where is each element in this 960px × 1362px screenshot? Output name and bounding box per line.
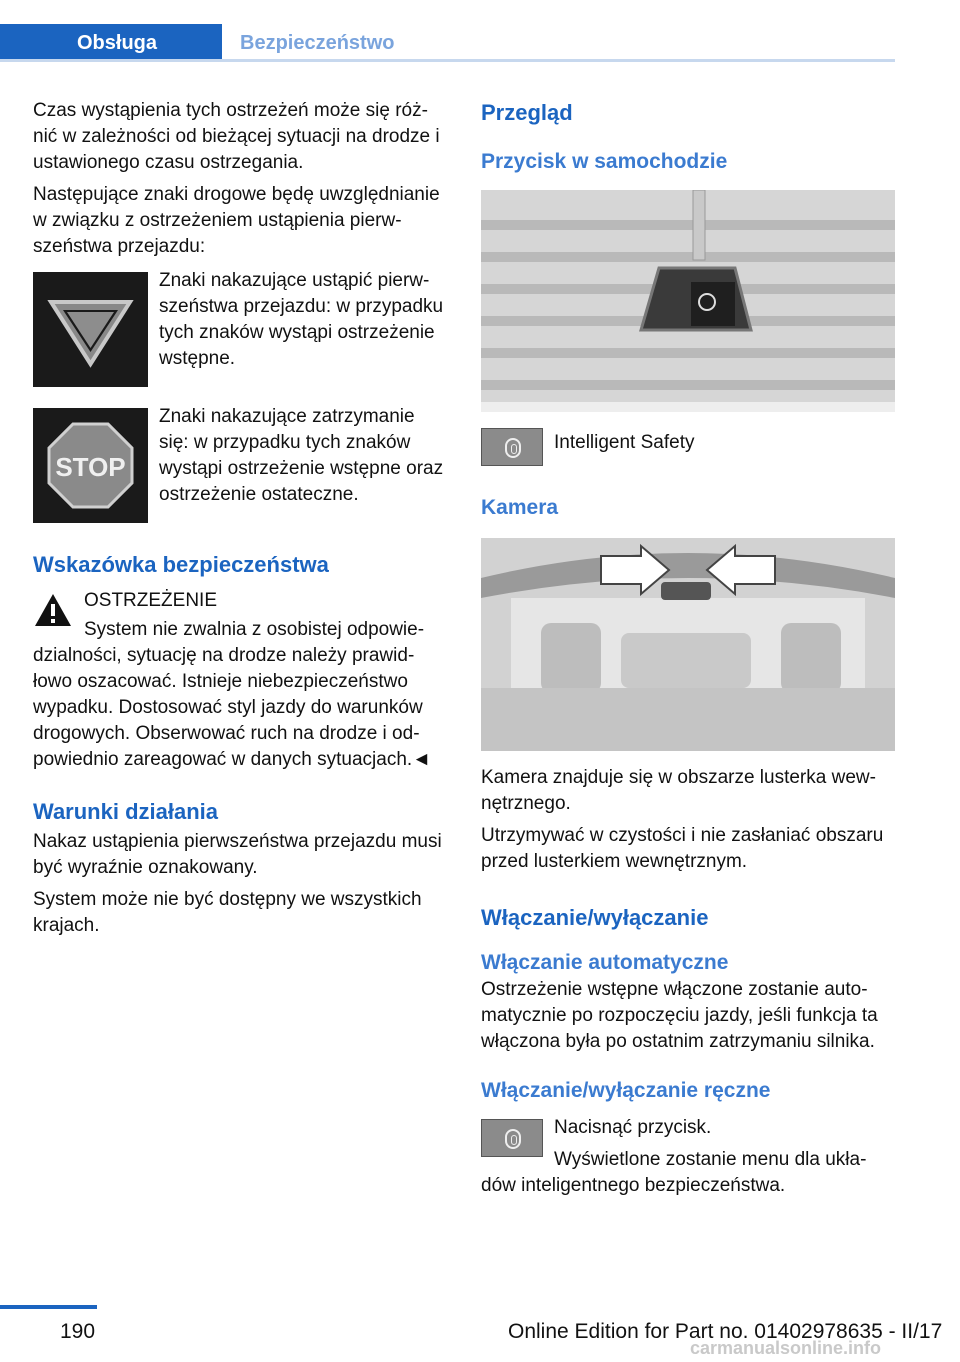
footer-accent-line <box>0 1305 97 1309</box>
safety-heading: Wskazówka bezpieczeństwa <box>33 552 329 577</box>
stop-sign-image <box>33 408 148 523</box>
paragraph-road-signs: Następujące znaki drogowe będę uwzględnianie w związku z ostrzeżeniem ustąpienia pierwszeństwa przejazdu: <box>33 184 440 257</box>
manual-paragraph-1: Nacisnąć przycisk. <box>554 1117 712 1138</box>
grill-image-wrapper <box>481 190 895 412</box>
manual-paragraph-2-rest: dów inteligentnego bezpieczeństwa. <box>481 1175 786 1196</box>
page-number: 190 <box>60 1320 96 1343</box>
overview-heading: Przegląd <box>481 100 573 125</box>
manual-subheading: Włączanie/wyłączanie ręczne <box>481 1079 771 1102</box>
tab-underline <box>0 59 895 62</box>
button-caption-row <box>481 428 895 472</box>
conditions-heading: Warunki działania <box>33 799 219 824</box>
header-tab-bar <box>0 24 895 62</box>
button-caption: Intelligent Safety <box>554 432 695 453</box>
warning-first-line: System nie zwalnia z osobistej odpowie- <box>84 619 425 640</box>
stop-sign-description: Znaki nakazujące zatrzymanie się: w przypadku tych znaków wystąpi ostrzeżenie wstępne oraz ostrzeżenie ostateczne. <box>159 406 444 505</box>
press-button-icon <box>481 1119 543 1157</box>
intelligent-safety-button-icon <box>481 428 543 466</box>
auto-paragraph: Ostrzeżenie wstępne włączone zostanie automatycznie po rozpoczęciu jazdy, jeśli funkcja ta włączona była po ostatnim zatrzymaniu silnika. <box>481 979 878 1052</box>
button-subheading: Przycisk w samochodzie <box>481 150 728 173</box>
stop-sign-row <box>33 408 445 524</box>
tab-bezpieczenstwo[interactable]: Bezpieczeństwo <box>240 32 395 54</box>
manual-block <box>481 1115 895 1199</box>
conditions-paragraph-1: Nakaz ustąpienia pierwszeństwa przejazdu musi być wyraźnie oznakowany. <box>33 831 442 878</box>
manual-paragraph-2-line1: Wyświetlone zostanie menu dla ukła- <box>554 1149 867 1170</box>
yield-sign-row <box>33 272 445 388</box>
camera-subheading: Kamera <box>481 496 559 519</box>
onoff-heading: Włączanie/wyłączanie <box>481 905 709 930</box>
warning-block <box>33 588 445 773</box>
warning-triangle-icon <box>33 592 73 628</box>
camera-paragraph-1: Kamera znajduje się w obszarze lusterka wewnętrznego. <box>481 767 876 814</box>
paragraph-warning-timing: Czas wystąpienia tych ostrzeżeń może się różnić w zależności od bieżącej sytuacji na drodze i ustawionego czasu ostrzegania. <box>33 100 440 173</box>
camera-paragraph-2: Utrzymywać w czystości i nie zasłaniać obszaru przed lusterkiem wewnętrznym. <box>481 825 884 872</box>
warning-text: dzialności, sytuację na drodze należy prawidłowo oszacować. Istnieje niebezpieczeństwo wypadku. Dostosować styl jazdy do warunków drogowych. Obserwować ruch na drodze i odpowiednio zareagować w danych sytuacjach.◄ <box>33 645 431 770</box>
right-column <box>481 98 895 1199</box>
yield-sign-image <box>33 272 148 387</box>
cabin-image-wrapper <box>481 538 895 751</box>
conditions-paragraph-2: System może nie być dostępny we wszystkich krajach. <box>33 889 422 936</box>
car-grill-button-image <box>481 190 895 412</box>
tab-obsluga[interactable]: Obsługa <box>0 24 222 62</box>
yield-sign-description: Znaki nakazujące ustąpić pierwszeństwa przejazdu: w przypadku tych znaków wystąpi ostrzeżenie wstępne. <box>159 270 444 369</box>
stop-sign-label: STOP <box>55 452 126 482</box>
left-column <box>33 98 445 939</box>
edition-note: Online Edition for Part no. 01402978635 - II/17 <box>508 1320 943 1343</box>
auto-subheading: Włączanie automatyczne <box>481 951 729 974</box>
watermark: carmanualsonline.info <box>690 1338 882 1358</box>
car-cabin-camera-image <box>481 538 895 751</box>
warning-label: OSTRZEŻENIE <box>84 590 218 611</box>
